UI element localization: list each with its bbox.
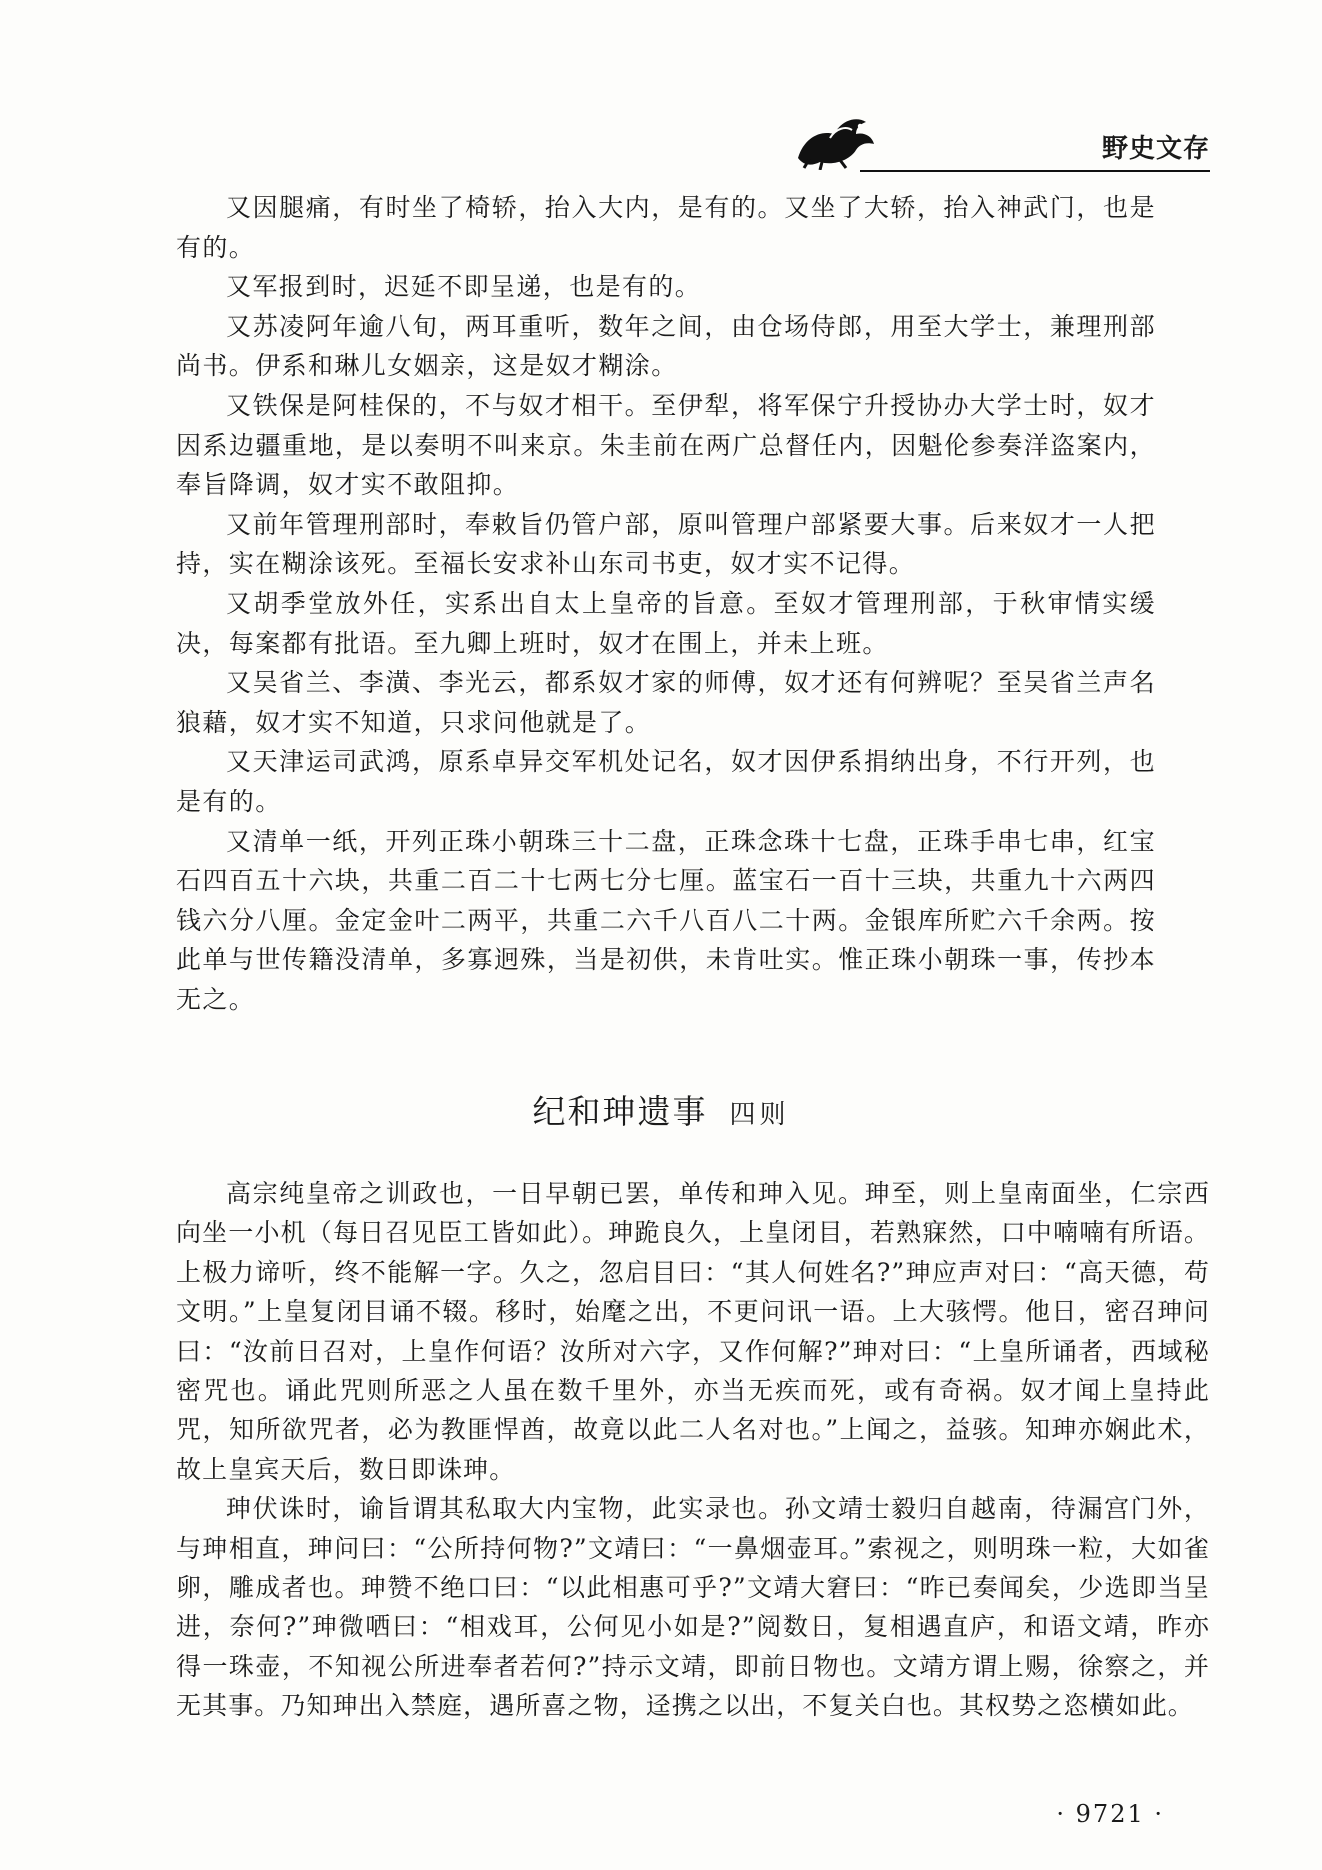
- running-header: [790, 108, 1210, 174]
- paragraph: 高宗纯皇帝之训政也，一日早朝已罢，单传和珅入见。珅至，则上皇南面坐，仁宗西向坐一小机（每日召见臣工皆如此）。珅跪良久，上皇闭目，若熟寐然，口中喃喃有所语。上极力谛听，终不能解一字。久之，忽启目曰：“其人何姓名?”珅应声对曰：“高天德，苟文明。”上皇复闭目诵不辍。移时，始麾之出，不更问讯一语。上大骇愕。他日，密召珅问曰：“汝前日召对，上皇作何语？汝所对六字，又作何解?”珅对曰：“上皇所诵者，西域秘密咒也。诵此咒则所恶之人虽在数千里外，亦当无疾而死，或有奇祸。奴才闻上皇持此咒，知所欲咒者，必为教匪悍酋，故竟以此二人名对也。”上闻之，益骇。知珅亦娴此术，故上皇宾天后，数日即诛珅。: [176, 1179, 1210, 1484]
- paragraph: 又军报到时，迟延不即呈递，也是有的。: [226, 272, 702, 302]
- section-title: 纪和珅遗事: [532, 1092, 708, 1131]
- page-number: · 9721 ·: [1056, 1800, 1164, 1828]
- paragraph: 又苏凌阿年逾八旬，两耳重听，数年之间，由仓场侍郎，用至大学士，兼理刑部尚书。伊系和琳儿女姻亲，这是奴才糊涂。: [176, 311, 1156, 381]
- dragon-emblem-icon: [790, 108, 880, 170]
- paragraph: 又吴省兰、李潢、李光云，都系奴才家的师傅，奴才还有何辨呢？至吴省兰声名狼藉，奴才实不知道，只求问他就是了。: [176, 668, 1156, 737]
- paragraph: 珅伏诛时，谕旨谓其私取大内宝物，此实录也。孙文靖士毅归自越南，待漏宫门外，与珅相直，珅问曰：“公所持何物?”文靖曰：“一鼻烟壶耳。”索视之，则明珠一粒，大如雀卵，雕成者也。珅赞不绝口曰：“以此相惠可乎?”文靖大窘曰：“昨已奏闻矣，少选即当呈进，奈何?”珅微哂曰：“相戏耳，公何见小如是?”阅数日，复相遇直庐，和语文靖，昨亦得一珠壶，不知视公所进奉者若何?”持示文靖，即前日物也。文靖方谓上赐，徐察之，并无其事。乃知珅出入禁庭，遇所喜之物，迳携之以出，不复关白也。其权势之恣横如此。: [176, 1494, 1210, 1721]
- section-heading: [0, 1086, 1322, 1133]
- anecdote-text: [176, 1174, 1210, 1726]
- paragraph: 又清单一纸，开列正珠小朝珠三十二盘，正珠念珠十七盘，正珠手串七串，红宝石四百五十六块，共重二百二十七两七分七厘。蓝宝石一百十三块，共重九十六两四钱六分八厘。金定金叶二两平，共重二六千八百八二十两。金银库所贮六千余两。按此单与世传籍没清单，多寡迥殊，当是初供，未肯吐实。惟正珠小朝珠一事，传抄本无之。: [176, 826, 1156, 1014]
- paragraph: 又天津运司武鸿，原系卓异交军机处记名，奴才因伊系捐纳出身，不行开列，也是有的。: [176, 747, 1156, 816]
- series-title: 野史文存: [1101, 134, 1210, 164]
- paragraph: 又胡季堂放外任，实系出自太上皇帝的旨意。至奴才管理刑部，于秋审情实缓决，每案都有批语。至九卿上班时，奴才在围上，并未上班。: [176, 588, 1156, 658]
- paragraph: 又铁保是阿桂保的，不与奴才相干。至伊犁，将军保宁升授协办大学士时，奴才因系边疆重地，是以奏明不叫来京。朱圭前在两广总督任内，因魁伦参奏洋盗案内，奉旨降调，奴才实不敢阻抑。: [176, 390, 1156, 500]
- confession-text: [176, 188, 1156, 1019]
- header-rule: [860, 170, 1210, 172]
- paragraph: 又前年管理刑部时，奉敕旨仍管户部，原叫管理户部紧要大事。后来奴才一人把持，实在糊涂该死。至福长安求补山东司书吏，奴才实不记得。: [176, 509, 1156, 579]
- section-subtitle: 四则: [729, 1100, 790, 1130]
- paragraph: 又因腿痛，有时坐了椅轿，抬入大内，是有的。又坐了大轿，抬入神武门，也是有的。: [176, 193, 1156, 262]
